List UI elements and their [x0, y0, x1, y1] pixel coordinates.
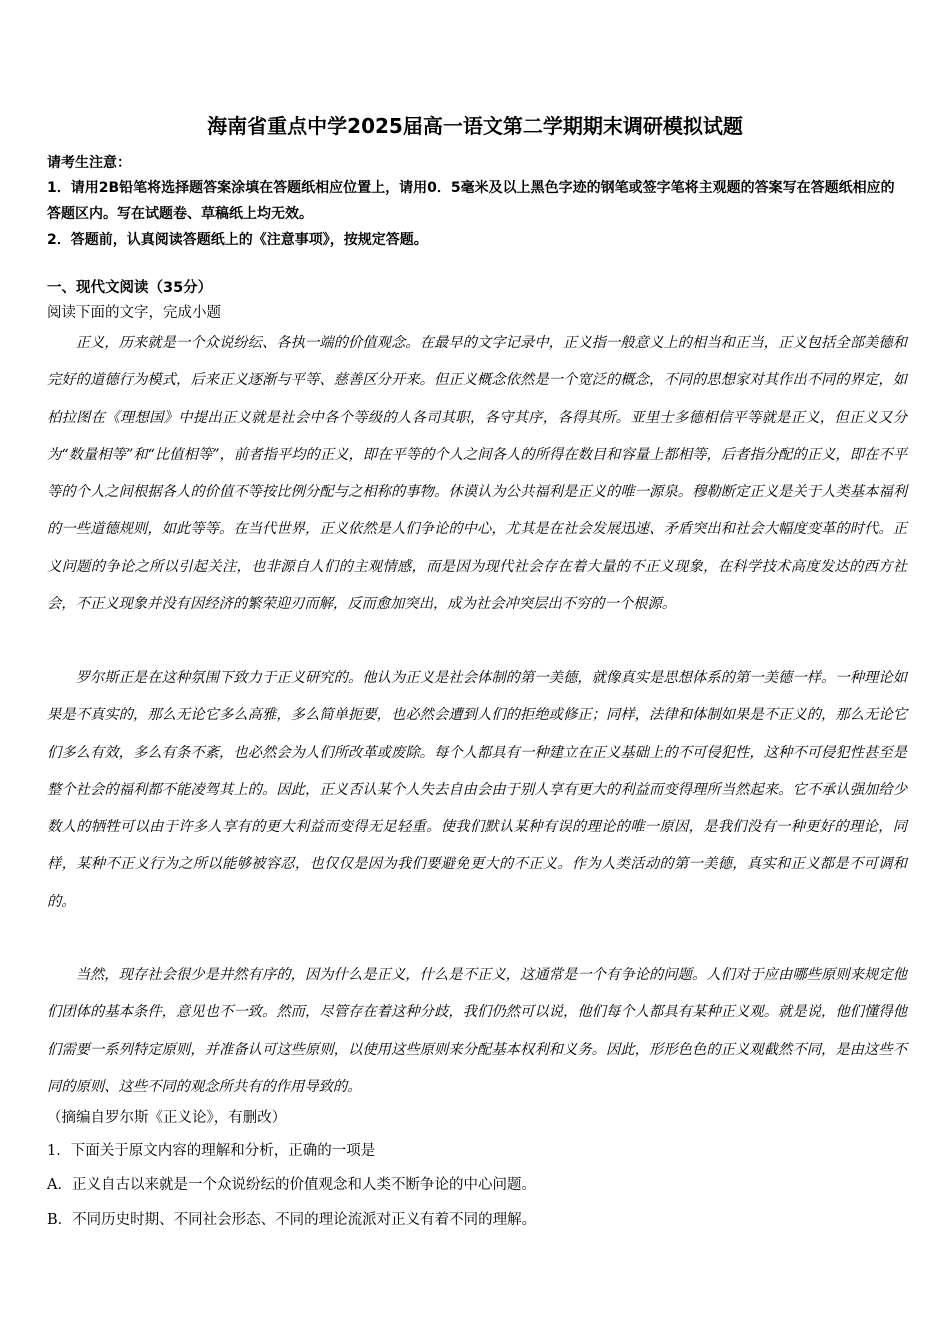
- passage-source: （摘编自罗尔斯《正义论》，有删改）: [47, 1110, 287, 1126]
- passage-paragraph-3: 当然，现存社会很少是井然有序的，因为什么是正义，什么是不正义，这通常是一个有争论的问题。人们对于应由哪些原则来规定他们团体的基本条件，意见也不一致。然而，尽管存在着这种分歧，我们仍然可以说，他们每个人都具有某种正义观。就是说，他们懂得他们需要一系列特定原则，并准备认可这些原则，以使用这些原则来分配基本权利和义务。因此，形形色色的正义观截然不同，是由这些不同的原则、这些不同的观念所共有的作用导致的。: [47, 967, 907, 1095]
- question-1-option-b: B．不同历史时期、不同社会形态、不同的理论流派对正义有着不同的理解。: [47, 1212, 537, 1228]
- reading-instruction: 阅读下面的文字，完成小题: [47, 305, 221, 321]
- passage-paragraph-2: 罗尔斯正是在这种氛围下致力于正义研究的。他认为正义是社会体制的第一美德，就像真实是思想体系的第一美德一样。一种理论如果是不真实的，那么无论它多么高雅，多么简单扼要，也必然会遭到人们的拒绝或修正；同样，法律和体制如果是不正义的，那么无论它们多么有效，多么有条不紊，也必然会为人们所改革或废除。每个人都具有一种建立在正义基础上的不可侵犯性，这种不可侵犯性甚至是整个社会的福利都不能凌驾其上的。因此，正义否认某个人失去自由会由于别人享有更大的利益而变得理所当然起来。它不承认强加给少数人的牺牲可以由于许多人享有的更大利益而变得无足轻重。使我们默认某种有误的理论的唯一原因，是我们没有一种更好的理论，同样，某种不正义行为之所以能够被容忍，也仅仅是因为我们要避免更大的不正义。作为人类活动的第一美德，真实和正义都是不可调和的。: [47, 670, 907, 910]
- passage-paragraph-1: 正义，历来就是一个众说纷纭、各执一端的价值观念。在最早的文字记录中，正义指一般意义上的相当和正当，正义包括全部美德和完好的道德行为模式，后来正义逐渐与平等、慈善区分开来。但正义概念依然是一个宽泛的概念，不同的思想家对其作出不同的界定，如柏拉图在《理想国》中提出正义就是社会中各个等级的人各司其职，各守其序，各得其所。亚里士多德相信平等就是正义，但正义又分为“数量相等”和“比值相等”，前者指平均的正义，即在平等的个人之间各人的所得在数目和容量上都相等，后者指分配的正义，即在不平等的个人之间根据各人的价值不等按比例分配与之相称的事物。休谟认为公共福利是正义的唯一源泉。穆勒断定正义是关于人类基本福利的一些道德规则，如此等等。在当代世界，正义依然是人们争论的中心，尤其是在社会发展迅速、矛盾突出和社会大幅度变革的时代。正义问题的争论之所以引起关注，也非源自人们的主观情感，而是因为现代社会存在着大量的不正义现象，在科学技术高度发达的西方社会，不正义现象并没有因经济的繁荣迎刃而解，反而愈加突出，成为社会冲突层出不穷的一个根源。: [47, 335, 907, 613]
- notice-item-1: 1．请用2B铅笔将选择题答案涂填在答题纸相应位置上，请用0．5毫米及以上黑色字迹的钢笔或签字笔将主观题的答案写在答题纸相应的答题区内。写在试题卷、草稿纸上均无效。: [47, 180, 895, 222]
- question-1-option-a: A．正义自古以来就是一个众说纷纭的价值观念和人类不断争论的中心问题。: [47, 1177, 536, 1193]
- section-heading: 一、现代文阅读（35分）: [47, 280, 213, 296]
- page-title: 海南省重点中学2025届高一语文第二学期期末调研模拟试题: [207, 114, 743, 138]
- question-1-stem: 1．下面关于原文内容的理解和分析，正确的一项是: [47, 1143, 376, 1159]
- notice-heading: 请考生注意：: [47, 155, 131, 171]
- notice-item-2: 2．答题前，认真阅读答题纸上的《注意事项》，按规定答题。: [47, 232, 428, 248]
